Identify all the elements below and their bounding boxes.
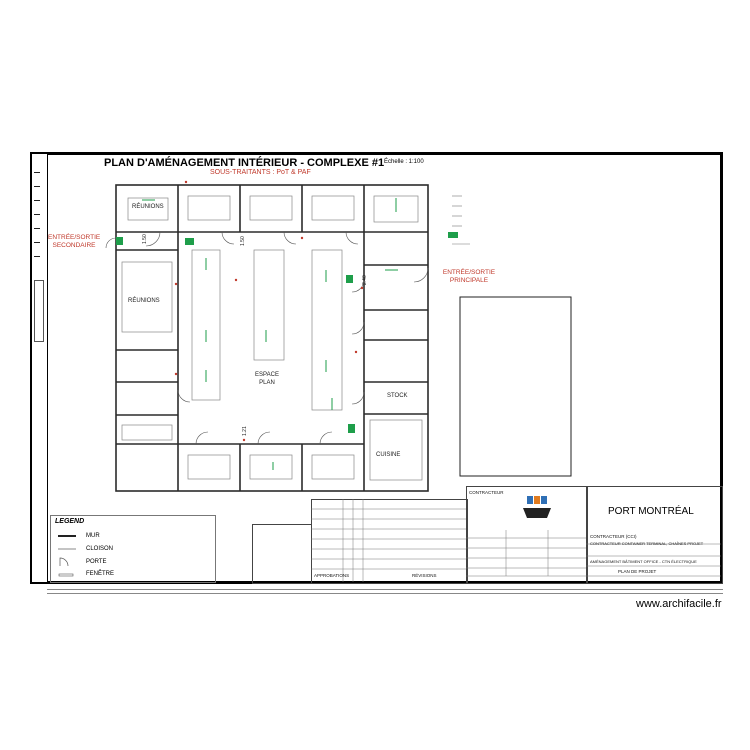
project-line: AMÉNAGEMENT BÂTIMENT OFFICE - CTN ÉLECTRIQUE: [590, 559, 697, 564]
subcontractors-label: SOUS-TRAITANTS : PoT & PAF: [210, 169, 311, 176]
room-label-stock: STOCK: [387, 393, 408, 399]
room-label-kitchen: CUISINE: [376, 452, 401, 458]
port-montreal-logo: [608, 506, 694, 517]
legend-swatches: [58, 530, 82, 578]
plan-title: PLAN D'AMÉNAGEMENT INTÉRIEUR - COMPLEXE #1: [104, 157, 385, 169]
plan-scale: Échelle : 1:100: [384, 159, 424, 165]
port-montreal-wordmark: PORT MONTRÉAL: [608, 506, 694, 517]
secondary-entrance-label: ENTRÉE/SORTIE SECONDAIRE: [48, 234, 101, 249]
room-label-open-space: ESPACE PLAN: [255, 372, 279, 386]
approvals-label: APPROBATIONS: [314, 573, 350, 578]
outer-wall: [116, 185, 428, 491]
legend-title: LEGEND: [55, 518, 85, 525]
main-entrance-label: ENTRÉE/SORTIE PRINCIPALE: [442, 269, 496, 284]
notes-panel: [252, 524, 312, 584]
legend-item-window: FENÊTRE: [86, 571, 115, 577]
contractor-label: CONTRACTEUR: [469, 490, 504, 495]
archifacile-watermark: www.archifacile.fr: [636, 598, 722, 610]
legend-item-door: PORTE: [86, 559, 107, 565]
general-notes-line: [47, 589, 723, 590]
key-plan-frame: [460, 297, 571, 476]
svg-text:2.40: 2.40: [362, 275, 368, 285]
svg-text:1.50: 1.50: [240, 236, 246, 246]
client-description: CONTRACTEUR CONTAINER TERMINAL, CHAÎNES PROJET: [590, 541, 704, 546]
sheet-line: PLAN DE PROJET: [618, 569, 657, 574]
general-notes-line: [47, 593, 723, 594]
svg-text:1.21: 1.21: [242, 426, 248, 436]
contractor-logo: [519, 494, 555, 524]
revisions-grid: [311, 499, 466, 582]
contractor-grid: [466, 530, 586, 582]
legend-item-wall: MUR: [86, 533, 100, 539]
notes-panel-header: [255, 527, 256, 532]
svg-text:1.50: 1.50: [142, 234, 148, 244]
legend-item-partition: CLOISON: [86, 546, 114, 552]
client-label: CONTRACTEUR (CCI): [590, 534, 637, 539]
room-label-reunions-left: RÉUNIONS: [128, 298, 160, 304]
revisions-label: RÉVISIONS: [412, 573, 437, 578]
room-label-reunions-top: RÉUNIONS: [132, 204, 164, 210]
exit-sign: [116, 237, 123, 245]
